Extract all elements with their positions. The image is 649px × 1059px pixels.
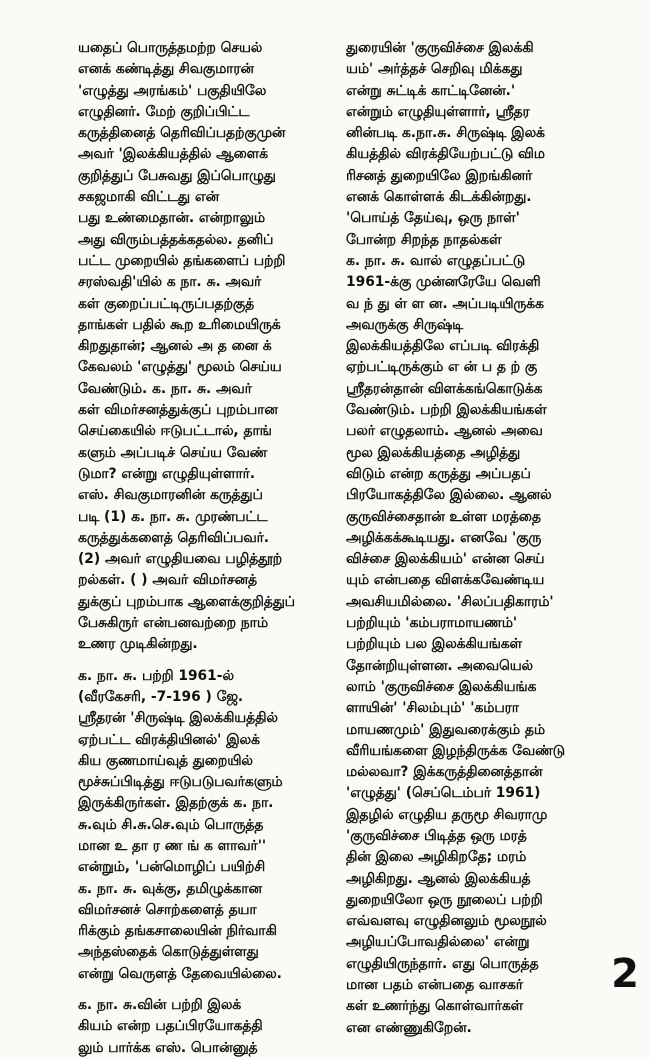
text-line: லும் பார்க்க எஸ். பொன்னுத்: [78, 1039, 258, 1056]
text-line: எழுதினர். மேற் குறிப்பிட்ட: [78, 103, 250, 120]
text-line: கிய குணமாய்வுத் துறையில்: [78, 752, 253, 769]
text-line: அவருக்கு சிருஷ்டி: [346, 316, 464, 333]
text-line: 'எழுத்து' (செப்டெம்பர் 1961): [346, 785, 541, 802]
text-line: னின்படி க.நா.சு. சிருஷ்டி இலக்: [346, 125, 545, 142]
text-line: கியம் என்ற பதப்பிரயோகத்தி: [78, 1018, 263, 1035]
text-line: ஸ்ரீதரன்தான் விளக்கங்கொடுக்க: [346, 380, 543, 397]
text-line: இலக்கியத்திலே எப்படி விரக்தி: [346, 338, 540, 355]
text-line: மான பதம் என்பதை வாசகர்: [346, 977, 523, 994]
text-line: வீரியங்களை இழந்திருக்க வேண்டு: [346, 742, 565, 759]
text-line: எஸ். சிவகுமாரனின் கருத்துப்: [78, 487, 263, 504]
text-line: கியத்தில் விரக்தியேற்பட்டு விம: [346, 146, 545, 163]
text-line: என எண்ணுகிறேன்.: [346, 1019, 472, 1036]
text-line: யும் என்பதை விளக்கவேண்டிய: [346, 572, 545, 589]
text-line: ளாயின்' 'சிலம்பும்' 'கம்பரா: [346, 700, 519, 717]
text-line: கிறதுதான்; ஆனல் அ த னை க்: [78, 338, 272, 355]
text-line: சரஸ்வதி'யில் க நா. சு. அவர்: [78, 274, 262, 291]
text-line: செய்கையில் ஈடுபட்டால், தாங்: [78, 423, 272, 440]
right-text-column: [346, 38, 604, 1039]
text-line: க. நா. சு. பற்றி 1961-ல்: [78, 667, 234, 684]
text-line: 'எழுத்து அரங்கம்' பகுதியிலே: [78, 82, 267, 99]
text-line: பற்றியும் பல இலக்கியங்கள்: [346, 636, 522, 653]
text-line: தாங்கள் பதில் கூற உரிமையிருக்: [78, 316, 281, 333]
text-line: விமர்சனச் சொற்களைத் தயா: [78, 901, 257, 918]
text-line: டுமா? என்று எழுதியுள்ளார்.: [78, 465, 256, 482]
text-line: ரிசனத் துறையிலே இறங்கினர்: [346, 167, 533, 184]
text-line: அவசியமில்லை. 'சிலப்பதிகாரம்': [346, 593, 554, 610]
text-line: மாயணமும்' இதுவரைக்கும் தம்: [346, 721, 545, 738]
text-line: துறையிலோ ஒரு நூலைப் பற்றி: [346, 891, 543, 908]
text-line: வ ந் து ள் ள ன. அப்படியிருக்க: [346, 295, 544, 312]
text-line: என்று வெருளத் தேவையில்லை.: [78, 965, 282, 982]
text-line: அழிகிறது. ஆனல் இலக்கியத்: [346, 870, 531, 887]
text-line: ஸ்ரீதரன் 'சிருஷ்டி இலக்கியத்தில்: [78, 710, 278, 727]
text-line: கள் உணர்ந்து கொள்வார்கள்: [346, 998, 524, 1015]
text-line: அந்தஸ்தைக் கொடுத்துள்ளது: [78, 944, 259, 961]
text-line: விச்சை இலக்கியம்' என்ன செய்: [346, 551, 545, 568]
text-line: பேசுகிருர் என்பனவற்றை நாம்: [78, 615, 268, 632]
text-line: தின் இலை அழிகிறதே; மரம்: [346, 849, 527, 866]
text-line: க. நா. சு.வின் பற்றி இலக்: [78, 997, 242, 1014]
text-line: யம்' அர்த்தச் செறிவு மிக்கது: [346, 61, 523, 78]
text-line: போன்ற சிறந்த நாதல்கள்: [346, 231, 502, 248]
page-number: 2: [611, 951, 639, 997]
text-line: கள் குறைப்பட்டிருப்பதற்குத்: [78, 295, 255, 312]
text-line: றல்கள். ( ) அவர் விமர்சனத்: [78, 572, 257, 589]
text-line: (வீரகேசரி, -7-196 ) ஜே.: [78, 688, 244, 705]
text-line: அவர் 'இலக்கியத்தில் ஆளைக்: [78, 146, 268, 163]
text-line: 'பொய்த் தேய்வு, ஒரு நாள்': [346, 210, 520, 227]
text-line: தோன்றியுள்ளன. அவையெல்: [346, 657, 534, 674]
text-line: எனக் கொள்ளக் கிடக்கின்றது.: [346, 189, 532, 206]
text-line: பட்ட முறையில் தங்களைப் பற்றி: [78, 252, 286, 269]
text-line: இருக்கிருர்கள். இதற்குக் க. நா.: [78, 795, 274, 812]
text-line: என்று சுட்டிக் காட்டினேன்.': [346, 82, 516, 99]
text-line: அழியப்போவதில்லை' என்று: [346, 934, 530, 951]
text-line: மூச்சுப்பிடித்து ஈடுபடுபவர்களும்: [78, 774, 283, 791]
text-line: (2) அவர் எழுதியவை பழித்தூற்: [78, 551, 283, 568]
text-line: மூல இலக்கியத்தை அழித்து: [346, 444, 521, 461]
text-line: குருவிச்சைதான் உள்ள மரத்தை: [346, 508, 541, 525]
text-line: லாம் 'குருவிச்சை இலக்கியங்க: [346, 678, 537, 695]
paragraph-gap: [78, 985, 332, 995]
text-line: உணர முடிகின்றது.: [78, 636, 198, 653]
paragraph-gap: [78, 656, 332, 666]
text-line: குறித்துப் பேசுவது இப்பொழுது: [78, 167, 276, 184]
text-line: என்றும் எழுதியுள்ளார், ஸ்ரீதர: [346, 103, 530, 120]
text-line: 'குருவிச்சை பிடித்த ஒரு மரத்: [346, 827, 527, 844]
text-line: க. நா. சு. வுக்கு, தமிழுக்கான: [78, 880, 262, 897]
text-line: கருத்தினைத் தெரிவிப்பதற்குமுன்: [78, 125, 286, 142]
text-line: பது உண்மைதான். என்றாலும்: [78, 210, 265, 227]
text-line: யதைப் பொருத்தமற்ற செயல்: [78, 40, 263, 56]
text-line: வேண்டும். பற்றி இலக்கியங்கள்: [346, 402, 547, 419]
text-line: துக்குப் புறம்பாக ஆளைக்குறித்துப்: [78, 593, 295, 610]
text-line: கள் விமர்சனத்துக்குப் புறம்பான: [78, 402, 278, 419]
text-line: கேவலம் 'எழுத்து' மூலம் செய்ய: [78, 359, 282, 376]
text-line: இதழில் எழுதிய தருமூ சிவராமு: [346, 806, 548, 823]
text-line: எனக் கண்டித்து சிவகுமாரன்: [78, 61, 254, 78]
text-line: துரையின் 'குருவிச்சை இலக்கி: [346, 40, 534, 56]
text-line: படி (1) க. நா. சு. முரண்பட்ட: [78, 508, 268, 525]
text-line: எழுதியிருந்தார். எது பொருத்த: [346, 955, 539, 972]
text-line: களும் அப்படிச் செய்ய வேண்: [78, 444, 268, 461]
text-line: விடும் என்ற கருத்து அப்பதப்: [346, 465, 531, 482]
text-line: சு.வும் சி.சு.செ.வும் பொருத்த: [78, 816, 264, 833]
text-line: மான உ தா ர ண ங் க ளாவர்'': [78, 837, 267, 854]
text-line: க. நா. சு. வால் எழுதப்பட்டு: [346, 252, 526, 269]
text-line: ரிக்கும் தங்கசாலையின் நிர்வாகி: [78, 923, 277, 940]
text-line: 1961-க்கு முன்னரேயே வெளி: [346, 274, 541, 291]
text-line: என்றும், 'பன்மொழிப் பயிற்சி: [78, 859, 266, 876]
text-line: ஏற்பட்ட விரக்தியினல்' இலக்: [78, 731, 260, 748]
text-line: அது விரும்பத்தக்கதல்ல. தனிப்: [78, 231, 274, 248]
text-line: வேண்டும். க. நா. சு. அவர்: [78, 380, 252, 397]
text-line: ஏற்பட்டிருக்கும் எ ன் ப த ற் கு: [346, 359, 538, 376]
text-line: எவ்வளவு எழுதினலும் மூலநூல்: [346, 913, 547, 930]
text-line: கருத்துக்களைத் தெரிவிப்பவர்.: [78, 529, 270, 546]
text-line: சகஜமாகி விட்டது என்: [78, 189, 219, 206]
text-line: பற்றியும் 'கம்பராமாயணம்': [346, 615, 518, 632]
text-line: பிரயோகத்திலே இல்லை. ஆனல்: [346, 487, 552, 504]
left-text-column: [78, 38, 332, 1059]
text-line: மல்லவா? இக்கருத்தினைத்தான்: [346, 764, 543, 781]
text-line: பலர் எழுதலாம். ஆனல் அவை: [346, 423, 543, 440]
text-line: அழிக்கக்கூடியது. எனவே 'குரு: [346, 529, 542, 546]
